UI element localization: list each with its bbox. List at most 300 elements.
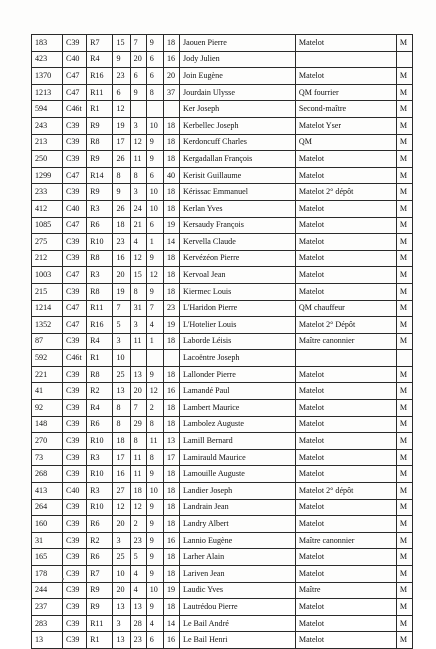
- register-code-cell: R2: [87, 383, 113, 400]
- col-c-cell: 10: [146, 117, 163, 134]
- col-c-cell: 9: [146, 134, 163, 151]
- class-code-cell: C40: [62, 51, 86, 68]
- person-name-cell: Lambert Maurice: [180, 400, 296, 417]
- person-name-cell: Jourdain Ulysse: [180, 84, 296, 101]
- record-number-cell: 212: [32, 250, 63, 267]
- sex-code-cell: M: [396, 217, 412, 234]
- record-number-cell: 92: [32, 400, 63, 417]
- record-number-cell: 1214: [32, 300, 63, 317]
- register-code-cell: R8: [87, 283, 113, 300]
- col-d-cell: 23: [163, 300, 179, 317]
- person-name-cell: Le Bail André: [180, 615, 296, 632]
- register-code-cell: R16: [87, 317, 113, 334]
- record-number-cell: 423: [32, 51, 63, 68]
- col-c-cell: 4: [146, 615, 163, 632]
- rank-cell: Maître canonnier: [295, 333, 396, 350]
- rank-cell: Matelot: [295, 449, 396, 466]
- rank-cell: QM chauffeur: [295, 300, 396, 317]
- roster-body: [32, 35, 413, 649]
- register-code-cell: R8: [87, 366, 113, 383]
- col-c-cell: 8: [146, 449, 163, 466]
- col-a-cell: 23: [113, 234, 130, 251]
- sex-code-cell: M: [396, 117, 412, 134]
- sex-code-cell: M: [396, 283, 412, 300]
- table-row: [32, 400, 413, 417]
- class-code-cell: C39: [62, 466, 86, 483]
- table-row: [32, 483, 413, 500]
- rank-cell: Matelot: [295, 250, 396, 267]
- person-name-cell: Lamirauld Maurice: [180, 449, 296, 466]
- class-code-cell: C39: [62, 134, 86, 151]
- register-code-cell: R9: [87, 184, 113, 201]
- record-number-cell: 1085: [32, 217, 63, 234]
- person-name-cell: Lambolez Auguste: [180, 416, 296, 433]
- sex-code-cell: M: [396, 433, 412, 450]
- col-b-cell: 11: [130, 466, 146, 483]
- person-name-cell: Lamandé Paul: [180, 383, 296, 400]
- record-number-cell: 213: [32, 134, 63, 151]
- class-code-cell: C39: [62, 449, 86, 466]
- person-name-cell: Ker Joseph: [180, 101, 296, 118]
- table-row: [32, 250, 413, 267]
- table-row: [32, 383, 413, 400]
- class-code-cell: C39: [62, 283, 86, 300]
- col-d-cell: 20: [163, 68, 179, 85]
- col-d-cell: 14: [163, 615, 179, 632]
- col-d-cell: 16: [163, 632, 179, 649]
- col-a-cell: 8: [113, 400, 130, 417]
- class-code-cell: C39: [62, 499, 86, 516]
- register-code-cell: R3: [87, 449, 113, 466]
- table-row: [32, 151, 413, 168]
- sex-code-cell: M: [396, 483, 412, 500]
- rank-cell: Matelot: [295, 217, 396, 234]
- record-number-cell: 160: [32, 516, 63, 533]
- class-code-cell: C39: [62, 234, 86, 251]
- col-d-cell: 16: [163, 51, 179, 68]
- table-row: [32, 566, 413, 583]
- register-code-cell: R10: [87, 433, 113, 450]
- person-name-cell: Kerlan Yves: [180, 200, 296, 217]
- col-a-cell: 10: [113, 566, 130, 583]
- col-d-cell: 18: [163, 283, 179, 300]
- class-code-cell: C47: [62, 267, 86, 284]
- col-d-cell: 18: [163, 200, 179, 217]
- table-row: [32, 300, 413, 317]
- register-code-cell: R16: [87, 68, 113, 85]
- register-code-cell: R11: [87, 615, 113, 632]
- table-row: [32, 549, 413, 566]
- col-b-cell: 29: [130, 416, 146, 433]
- rank-cell: Matelot: [295, 200, 396, 217]
- person-name-cell: Laborde Léisis: [180, 333, 296, 350]
- rank-cell: Maître canonnier: [295, 532, 396, 549]
- person-name-cell: L'Haridon Pierre: [180, 300, 296, 317]
- rank-cell: Matelot: [295, 566, 396, 583]
- record-number-cell: 264: [32, 499, 63, 516]
- record-number-cell: 413: [32, 483, 63, 500]
- col-b-cell: 12: [130, 250, 146, 267]
- col-c-cell: 9: [146, 35, 163, 52]
- col-d-cell: 14: [163, 234, 179, 251]
- col-c-cell: 4: [146, 317, 163, 334]
- rank-cell: Matelot: [295, 599, 396, 616]
- col-b-cell: 31: [130, 300, 146, 317]
- col-b-cell: 15: [130, 267, 146, 284]
- register-code-cell: R3: [87, 267, 113, 284]
- sex-code-cell: M: [396, 549, 412, 566]
- table-row: [32, 217, 413, 234]
- col-c-cell: 10: [146, 200, 163, 217]
- col-c-cell: 1: [146, 333, 163, 350]
- rank-cell: Matelot: [295, 433, 396, 450]
- table-row: [32, 117, 413, 134]
- register-code-cell: R9: [87, 117, 113, 134]
- sex-code-cell: M: [396, 234, 412, 251]
- record-number-cell: 275: [32, 234, 63, 251]
- col-d-cell: 37: [163, 84, 179, 101]
- table-row: [32, 68, 413, 85]
- col-d-cell: 17: [163, 449, 179, 466]
- class-code-cell: C39: [62, 250, 86, 267]
- table-row: [32, 416, 413, 433]
- col-d-cell: 18: [163, 483, 179, 500]
- record-number-cell: 268: [32, 466, 63, 483]
- person-name-cell: Jody Julien: [180, 51, 296, 68]
- col-c-cell: 12: [146, 267, 163, 284]
- col-a-cell: 16: [113, 466, 130, 483]
- person-name-cell: Lamill Bernard: [180, 433, 296, 450]
- col-a-cell: 17: [113, 134, 130, 151]
- col-a-cell: 3: [113, 615, 130, 632]
- register-code-cell: R7: [87, 566, 113, 583]
- col-c-cell: 9: [146, 599, 163, 616]
- col-a-cell: 12: [113, 499, 130, 516]
- register-code-cell: R2: [87, 532, 113, 549]
- class-code-cell: C46t: [62, 101, 86, 118]
- table-row: [32, 350, 413, 367]
- col-a-cell: 3: [113, 333, 130, 350]
- col-d-cell: 18: [163, 35, 179, 52]
- rank-cell: Matelot: [295, 632, 396, 649]
- sex-code-cell: M: [396, 516, 412, 533]
- col-b-cell: 18: [130, 483, 146, 500]
- person-name-cell: Kergadallan François: [180, 151, 296, 168]
- sex-code-cell: M: [396, 532, 412, 549]
- class-code-cell: C40: [62, 200, 86, 217]
- col-b-cell: 11: [130, 151, 146, 168]
- sex-code-cell: M: [396, 151, 412, 168]
- table-row: [32, 167, 413, 184]
- record-number-cell: 183: [32, 35, 63, 52]
- record-number-cell: 244: [32, 582, 63, 599]
- sex-code-cell: M: [396, 416, 412, 433]
- table-row: [32, 433, 413, 450]
- sex-code-cell: M: [396, 383, 412, 400]
- col-c-cell: 9: [146, 283, 163, 300]
- class-code-cell: C39: [62, 566, 86, 583]
- col-d-cell: 40: [163, 167, 179, 184]
- record-number-cell: 73: [32, 449, 63, 466]
- col-b-cell: [130, 101, 146, 118]
- class-code-cell: C39: [62, 333, 86, 350]
- sex-code-cell: M: [396, 615, 412, 632]
- sex-code-cell: [396, 51, 412, 68]
- rank-cell: Matelot: [295, 615, 396, 632]
- rank-cell: Matelot: [295, 151, 396, 168]
- col-c-cell: 9: [146, 532, 163, 549]
- col-a-cell: 7: [113, 300, 130, 317]
- rank-cell: Matelot: [295, 416, 396, 433]
- col-b-cell: 4: [130, 566, 146, 583]
- rank-cell: Second-maître: [295, 101, 396, 118]
- register-code-cell: R1: [87, 350, 113, 367]
- col-a-cell: 13: [113, 599, 130, 616]
- col-d-cell: 18: [163, 117, 179, 134]
- col-c-cell: 6: [146, 167, 163, 184]
- table-row: [32, 84, 413, 101]
- record-number-cell: 1352: [32, 317, 63, 334]
- rank-cell: Matelot 2° dépôt: [295, 483, 396, 500]
- rank-cell: Matelot: [295, 383, 396, 400]
- col-c-cell: 12: [146, 383, 163, 400]
- record-number-cell: 1370: [32, 68, 63, 85]
- sex-code-cell: M: [396, 167, 412, 184]
- register-code-cell: R6: [87, 217, 113, 234]
- register-code-cell: R4: [87, 51, 113, 68]
- record-number-cell: 1213: [32, 84, 63, 101]
- sex-code-cell: M: [396, 400, 412, 417]
- register-code-cell: R1: [87, 101, 113, 118]
- person-name-cell: Kerisit Guillaume: [180, 167, 296, 184]
- register-code-cell: R6: [87, 549, 113, 566]
- col-a-cell: 9: [113, 184, 130, 201]
- col-a-cell: 12: [113, 101, 130, 118]
- col-d-cell: 18: [163, 416, 179, 433]
- col-c-cell: 7: [146, 300, 163, 317]
- sex-code-cell: M: [396, 200, 412, 217]
- record-number-cell: 233: [32, 184, 63, 201]
- col-c-cell: 9: [146, 549, 163, 566]
- table-row: [32, 333, 413, 350]
- col-c-cell: 9: [146, 499, 163, 516]
- register-code-cell: R10: [87, 234, 113, 251]
- rank-cell: Matelot 2° Dépôt: [295, 317, 396, 334]
- col-c-cell: 9: [146, 566, 163, 583]
- person-name-cell: Kiermec Louis: [180, 283, 296, 300]
- person-name-cell: Kervoal Jean: [180, 267, 296, 284]
- col-b-cell: 7: [130, 400, 146, 417]
- rank-cell: Matelot: [295, 466, 396, 483]
- table-row: [32, 134, 413, 151]
- col-d-cell: 18: [163, 366, 179, 383]
- register-code-cell: R10: [87, 499, 113, 516]
- table-row: [32, 101, 413, 118]
- col-c-cell: 10: [146, 184, 163, 201]
- rank-cell: Matelot: [295, 68, 396, 85]
- col-a-cell: 3: [113, 532, 130, 549]
- sex-code-cell: M: [396, 333, 412, 350]
- person-name-cell: Landier Joseph: [180, 483, 296, 500]
- class-code-cell: C47: [62, 317, 86, 334]
- class-code-cell: C39: [62, 516, 86, 533]
- col-b-cell: 11: [130, 449, 146, 466]
- table-row: [32, 283, 413, 300]
- col-a-cell: 18: [113, 217, 130, 234]
- crew-roster-table: [31, 34, 413, 649]
- class-code-cell: C47: [62, 300, 86, 317]
- register-code-cell: R10: [87, 466, 113, 483]
- class-code-cell: C39: [62, 632, 86, 649]
- col-b-cell: 4: [130, 234, 146, 251]
- col-d-cell: 19: [163, 217, 179, 234]
- col-d-cell: 18: [163, 134, 179, 151]
- col-a-cell: 20: [113, 516, 130, 533]
- record-number-cell: 165: [32, 549, 63, 566]
- class-code-cell: C39: [62, 532, 86, 549]
- person-name-cell: Laudic Yves: [180, 582, 296, 599]
- rank-cell: Matelot: [295, 400, 396, 417]
- sex-code-cell: M: [396, 267, 412, 284]
- col-a-cell: 8: [113, 167, 130, 184]
- rank-cell: Matelot: [295, 283, 396, 300]
- table-row: [32, 449, 413, 466]
- col-a-cell: 15: [113, 35, 130, 52]
- col-c-cell: [146, 101, 163, 118]
- col-c-cell: 9: [146, 466, 163, 483]
- col-a-cell: 9: [113, 51, 130, 68]
- sex-code-cell: M: [396, 566, 412, 583]
- sex-code-cell: M: [396, 466, 412, 483]
- col-b-cell: 3: [130, 184, 146, 201]
- col-d-cell: 16: [163, 532, 179, 549]
- class-code-cell: C39: [62, 383, 86, 400]
- sex-code-cell: M: [396, 250, 412, 267]
- col-c-cell: 9: [146, 250, 163, 267]
- col-d-cell: 18: [163, 250, 179, 267]
- class-code-cell: C47: [62, 68, 86, 85]
- person-name-cell: Jaouen Pierre: [180, 35, 296, 52]
- col-b-cell: 7: [130, 35, 146, 52]
- col-c-cell: 6: [146, 632, 163, 649]
- person-name-cell: Kervézéon Pierre: [180, 250, 296, 267]
- table-row: [32, 200, 413, 217]
- record-number-cell: 243: [32, 117, 63, 134]
- register-code-cell: R11: [87, 300, 113, 317]
- record-number-cell: 592: [32, 350, 63, 367]
- person-name-cell: Larher Alain: [180, 549, 296, 566]
- col-b-cell: 3: [130, 317, 146, 334]
- record-number-cell: 87: [32, 333, 63, 350]
- col-a-cell: 17: [113, 449, 130, 466]
- person-name-cell: Landry Albert: [180, 516, 296, 533]
- col-a-cell: 16: [113, 250, 130, 267]
- col-b-cell: 5: [130, 549, 146, 566]
- col-b-cell: 9: [130, 84, 146, 101]
- rank-cell: QM fourrier: [295, 84, 396, 101]
- register-code-cell: R11: [87, 84, 113, 101]
- record-number-cell: 31: [32, 532, 63, 549]
- class-code-cell: C39: [62, 416, 86, 433]
- col-a-cell: 23: [113, 68, 130, 85]
- person-name-cell: Lallonder Pierre: [180, 366, 296, 383]
- register-code-cell: R8: [87, 250, 113, 267]
- class-code-cell: C39: [62, 599, 86, 616]
- table-row: [32, 466, 413, 483]
- col-b-cell: 28: [130, 615, 146, 632]
- rank-cell: [295, 51, 396, 68]
- col-d-cell: 19: [163, 582, 179, 599]
- person-name-cell: Kersaudy François: [180, 217, 296, 234]
- rank-cell: Matelot: [295, 549, 396, 566]
- person-name-cell: Lannio Eugène: [180, 532, 296, 549]
- class-code-cell: C47: [62, 167, 86, 184]
- col-b-cell: 11: [130, 333, 146, 350]
- col-a-cell: 13: [113, 383, 130, 400]
- register-code-cell: R6: [87, 516, 113, 533]
- sex-code-cell: M: [396, 499, 412, 516]
- col-b-cell: 24: [130, 200, 146, 217]
- col-a-cell: 8: [113, 416, 130, 433]
- table-row: [32, 516, 413, 533]
- person-name-cell: L'Hotelier Louis: [180, 317, 296, 334]
- col-c-cell: [146, 350, 163, 367]
- col-b-cell: 12: [130, 134, 146, 151]
- sex-code-cell: M: [396, 300, 412, 317]
- col-d-cell: [163, 101, 179, 118]
- col-d-cell: 16: [163, 383, 179, 400]
- col-c-cell: 10: [146, 483, 163, 500]
- class-code-cell: C46t: [62, 350, 86, 367]
- record-number-cell: 250: [32, 151, 63, 168]
- col-d-cell: 18: [163, 466, 179, 483]
- table-row: [32, 615, 413, 632]
- col-d-cell: 18: [163, 184, 179, 201]
- col-a-cell: 26: [113, 200, 130, 217]
- person-name-cell: Lacoëntre Joseph: [180, 350, 296, 367]
- table-row: [32, 532, 413, 549]
- class-code-cell: C39: [62, 582, 86, 599]
- class-code-cell: C39: [62, 184, 86, 201]
- col-b-cell: 6: [130, 68, 146, 85]
- rank-cell: QM: [295, 134, 396, 151]
- col-c-cell: 1: [146, 234, 163, 251]
- col-a-cell: 19: [113, 283, 130, 300]
- rank-cell: Matelot: [295, 35, 396, 52]
- register-code-cell: R8: [87, 134, 113, 151]
- col-d-cell: 19: [163, 317, 179, 334]
- record-number-cell: 283: [32, 615, 63, 632]
- table-row: [32, 51, 413, 68]
- record-number-cell: 221: [32, 366, 63, 383]
- record-number-cell: 412: [32, 200, 63, 217]
- person-name-cell: Join Eugène: [180, 68, 296, 85]
- col-d-cell: 18: [163, 599, 179, 616]
- col-d-cell: 18: [163, 566, 179, 583]
- rank-cell: Matelot: [295, 234, 396, 251]
- record-number-cell: 270: [32, 433, 63, 450]
- col-d-cell: 18: [163, 549, 179, 566]
- rank-cell: Matelot: [295, 516, 396, 533]
- table-row: [32, 267, 413, 284]
- sex-code-cell: M: [396, 101, 412, 118]
- table-row: [32, 317, 413, 334]
- person-name-cell: Landrain Jean: [180, 499, 296, 516]
- register-code-cell: R7: [87, 35, 113, 52]
- class-code-cell: C39: [62, 400, 86, 417]
- col-a-cell: 20: [113, 582, 130, 599]
- class-code-cell: C40: [62, 483, 86, 500]
